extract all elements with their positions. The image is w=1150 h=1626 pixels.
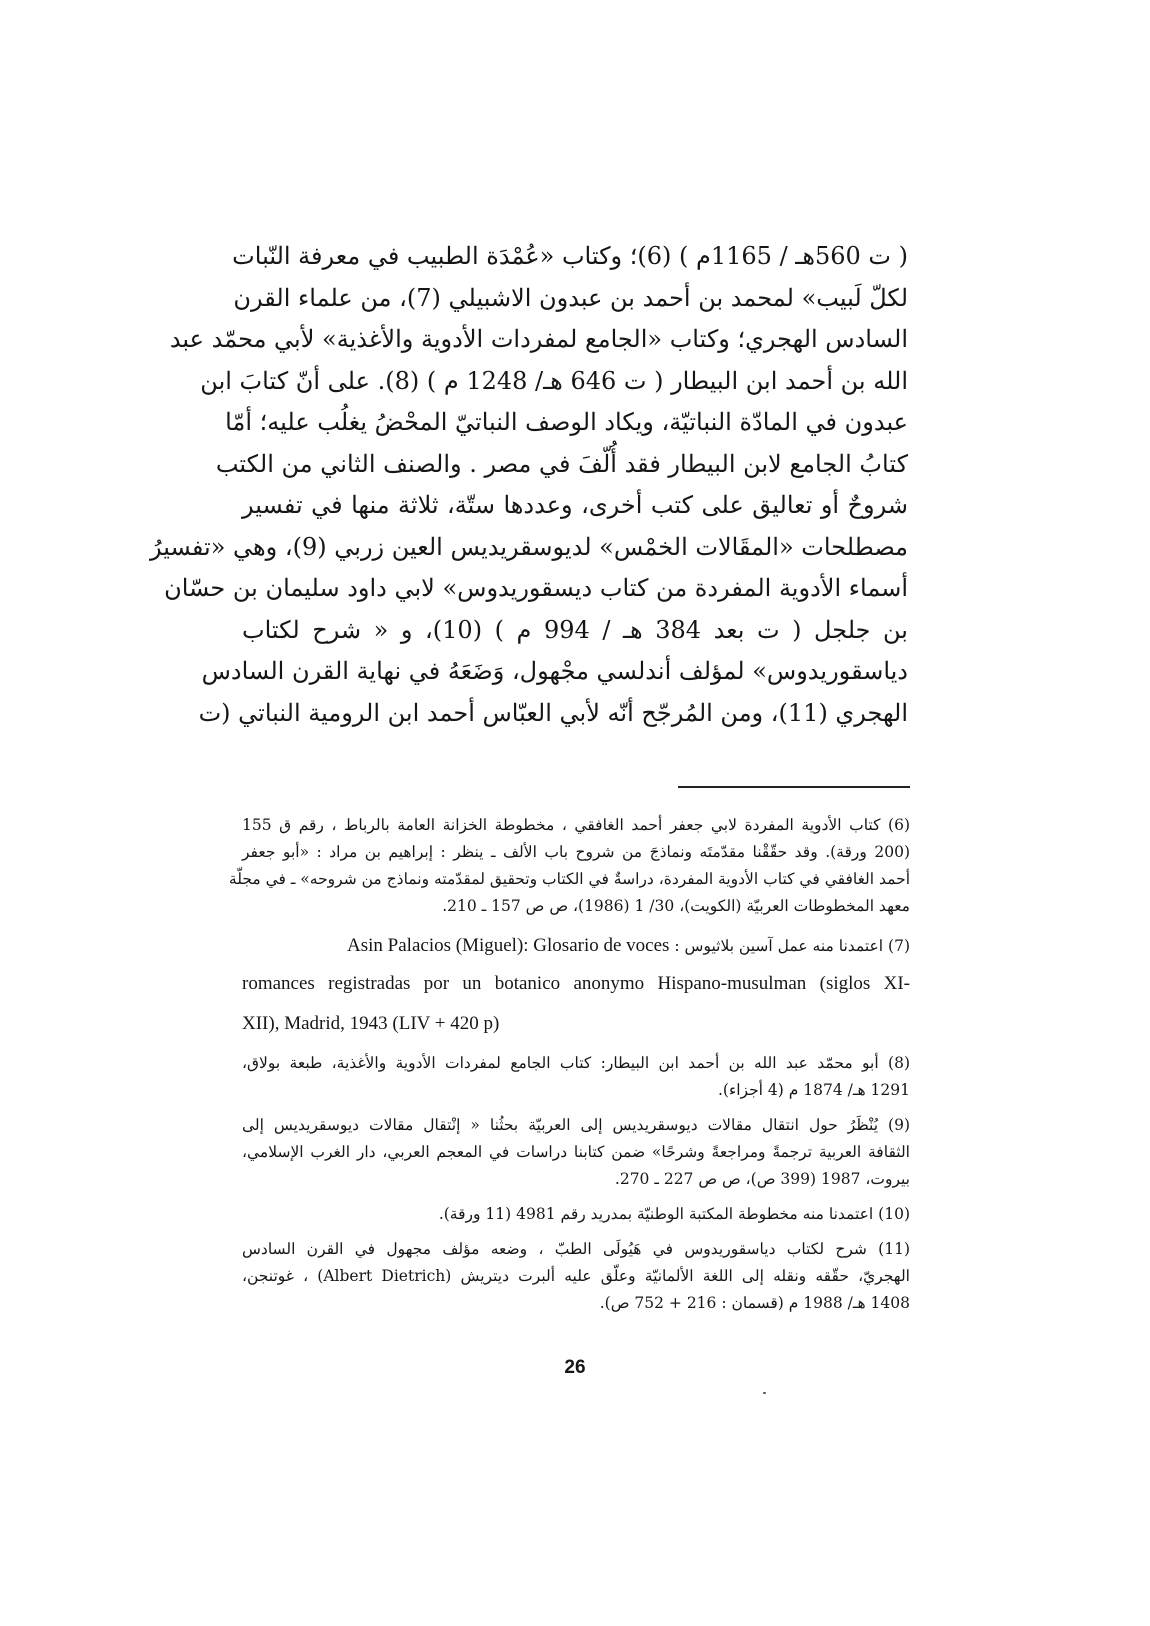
footnote-line: XII), Madrid, 1943 (LIV + 420 p) xyxy=(242,1013,500,1034)
footnote-line: الثقافة العربية ترجمةً ومراجعةً وشرحًا» ضمن كتابنا دراسات في المعجم العربي، دار الغرب الإسلامي، xyxy=(242,1143,910,1161)
footnote-line: romances registradas por un botanico anonymo Hispano-musulman (siglos XI- xyxy=(242,973,910,994)
footnote-line: (9) يُنْظَرُ حول انتقال مقالات ديوسقريديس إلى العربيّة بحثُنا « إنْتقال مقالات ديوسقريديس إلى xyxy=(242,1116,910,1134)
main-text xyxy=(149,236,908,734)
footnote-line: الهجريّ، حقّقه ونقله إلى اللغة الألمانيّة وعلّق عليه ألبرت ديتريش (Albert Dietrich) ، غوتنجن، xyxy=(242,1267,910,1285)
footnote-7-label: (7) اعتمدنا منه عمل آسين بلاثيوس : xyxy=(674,937,910,955)
footnote-7 xyxy=(242,928,910,1044)
footnote-line: (10) اعتمدنا منه مخطوطة المكتبة الوطنيّة بمدريد رقم 4981 (11 ورقة). xyxy=(438,1205,910,1223)
footnote-line: 1291 هـ/ 1874 م (4 أجزاء). xyxy=(717,1081,910,1099)
body-line: السادس الهجري؛ وكتاب «الجامع لمفردات الأدوية والأغذية» لأبي محمّد عبد xyxy=(169,325,908,353)
body-line: ( ت 560هـ / 1165م ) (6)؛ وكتاب «عُمْدَة الطبيب في معرفة النّبات xyxy=(232,242,908,270)
footnote-6 xyxy=(228,812,910,920)
body-line: الله بن أحمد ابن البيطار ( ت 646 هـ/ 1248 م ) (8). على أنّ كتابَ ابن xyxy=(200,366,908,395)
body-line: بن جلجل ( ت بعد 384 هـ / 994 م ) (10)، و « شرح لكتاب xyxy=(242,615,908,644)
footnote-10 xyxy=(242,1201,910,1228)
body-line: مصطلحات «المقَالات الخمْس» لديوسقريديس العين زربي (9)، وهي «تفسيرُ xyxy=(149,532,908,561)
body-line: عبدون في المادّة النباتيّة، ويكاد الوصف النباتيّ المحْضُ يغلُب عليه؛ أمّا xyxy=(225,408,908,436)
footnote-line: (200 ورقة). وقد حقّقْنا مقدّمتَه ونماذجَ من شروح باب الألف ـ ينظر : إبراهيم بن مراد : «أبو جعفر xyxy=(242,843,910,861)
footnote-7-latin-start: Asin Palacios (Miguel): Glosario de voces xyxy=(347,935,670,956)
footnote-line: 1408 هـ/ 1988 م (قسمان : 216 + 752 ص). xyxy=(599,1294,910,1312)
footnote-line: (8) أبو محمّد عبد الله بن أحمد ابن البيطار: كتاب الجامع لمفردات الأدوية والأغذية، طبعة بولاق، xyxy=(242,1054,910,1072)
footnote-line: (6) كتاب الأدوية المفردة لابي جعفر أحمد الغافقي ، مخطوطة الخزانة العامة بالرباط ، رقم ق 155 xyxy=(242,816,910,834)
footnote-8 xyxy=(242,1050,910,1104)
footnote-line: أحمد الغافقي في كتاب الأدوية المفردة، دراسةٌ في الكتاب وتحقيق لمقدّمته ونماذج من شروحه» ـ في مجلّة xyxy=(228,870,910,888)
footnote-divider xyxy=(678,786,910,788)
footnote-line: معهد المخطوطات العربيّة (الكويت)، 30/ 1 (1986)، ص ص 157 ـ 210. xyxy=(442,897,910,915)
footnote-line xyxy=(242,928,910,964)
body-line: أسماء الأدوية المفردة من كتاب ديسقوريدوس» لابي داود سليمان بن حسّان xyxy=(164,574,908,602)
footnote-9 xyxy=(242,1112,910,1193)
body-line: شروحٌ أو تعاليق على كتب أخرى، وعددها ستّة، ثلاثة منها في تفسير xyxy=(242,491,908,519)
body-line: كتابُ الجامع لابن البيطار فقد أُلّفَ في مصر . والصنف الثاني من الكتب xyxy=(215,449,908,478)
footnotes xyxy=(228,812,910,1325)
scan-speck xyxy=(763,1392,766,1394)
page-number: 26 xyxy=(564,1357,586,1378)
body-line: دياسقوريدوس» لمؤلف أندلسي مجْهول، وَضَعَهُ في نهاية القرن السادس xyxy=(201,657,908,685)
body-line: لكلّ لَبيب» لمحمد بن أحمد بن عبدون الاشبيلي (7)، من علماء القرن xyxy=(233,283,908,312)
footnote-11 xyxy=(242,1236,910,1317)
footnote-line: (11) شرح لكتاب دياسقوريدوس في هَيُولَى الطبّ ، وضعه مؤلف مجهول في القرن السادس xyxy=(242,1240,910,1258)
footnote-line: بيروت، 1987 (399 ص)، ص ص 227 ـ 270. xyxy=(614,1170,910,1188)
body-line: الهجري (11)، ومن المُرجّح أنّه لأبي العبّاس أحمد ابن الرومية النباتي (ت xyxy=(198,698,908,727)
